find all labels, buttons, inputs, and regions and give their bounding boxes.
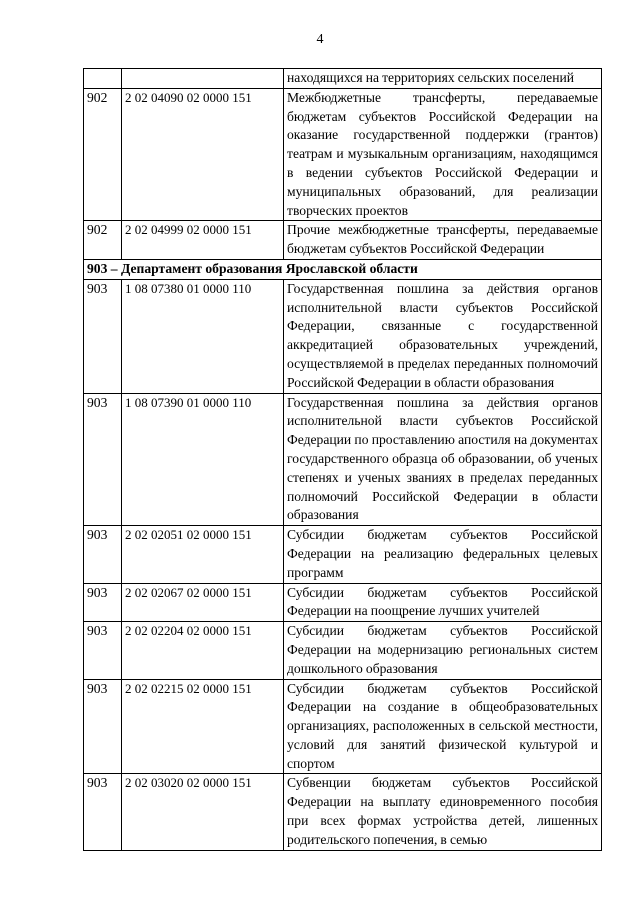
table-row [84,622,602,679]
budget-code-cell: 1 08 07390 01 0000 110 [122,393,284,526]
budget-code-cell: 2 02 02204 02 0000 151 [122,622,284,679]
page-number: 4 [316,32,324,47]
revenue-codes-table [83,68,602,851]
budget-code-cell: 2 02 02051 02 0000 151 [122,526,284,583]
department-header: 903 – Департамент образования Ярославской области [84,259,602,279]
admin-code-cell: 903 [84,774,122,850]
budget-code-cell [122,69,284,89]
description-cell: Межбюджетные трансферты, передаваемые бюджетам субъектов Российской Федерации на оказание государственной поддержки (грантов) театрам и музыкальным организациям, находящимся в ведении субъектов Российской Федерации и муниципальных образований, для реализации творческих проектов [284,88,602,221]
description-cell: находящихся на территориях сельских поселений [284,69,602,89]
table-row [84,69,602,89]
budget-code-cell: 1 08 07380 01 0000 110 [122,279,284,393]
table-row [84,221,602,260]
budget-code-cell: 2 02 04090 02 0000 151 [122,88,284,221]
description-cell: Прочие межбюджетные трансферты, передаваемые бюджетам субъектов Российской Федерации [284,221,602,260]
table-row [84,393,602,526]
table-row [84,526,602,583]
budget-code-cell: 2 02 04999 02 0000 151 [122,221,284,260]
budget-code-cell: 2 02 02067 02 0000 151 [122,583,284,622]
description-cell: Государственная пошлина за действия органов исполнительной власти субъектов Российской Федерации, связанные с государственной аккредитацией образовательных учреждений, осуществляемой в пределах переданных полномочий Российской Федерации в области образования [284,279,602,393]
table-row [84,88,602,221]
description-cell: Субсидии бюджетам субъектов Российской Федерации на реализацию федеральных целевых программ [284,526,602,583]
table-row [84,774,602,850]
description-cell: Субвенции бюджетам субъектов Российской Федерации на выплату единовременного пособия при всех формах устройства детей, лишенных родительского попечения, в семью [284,774,602,850]
admin-code-cell: 902 [84,221,122,260]
admin-code-cell: 903 [84,583,122,622]
description-cell: Субсидии бюджетам субъектов Российской Федерации на модернизацию региональных систем дошкольного образования [284,622,602,679]
table-row [84,679,602,774]
department-header-row [84,259,602,279]
admin-code-cell: 903 [84,622,122,679]
description-cell: Субсидии бюджетам субъектов Российской Федерации на создание в общеобразовательных организациях, расположенных в сельской местности, условий для занятий физической культурой и спортом [284,679,602,774]
admin-code-cell: 903 [84,393,122,526]
admin-code-cell [84,69,122,89]
admin-code-cell: 903 [84,679,122,774]
table-row [84,279,602,393]
admin-code-cell: 902 [84,88,122,221]
budget-code-cell: 2 02 02215 02 0000 151 [122,679,284,774]
admin-code-cell: 903 [84,526,122,583]
table-row [84,583,602,622]
description-cell: Государственная пошлина за действия органов исполнительной власти субъектов Российской Федерации по проставлению апостиля на документах государственного образца об образовании, об ученых степенях и ученых званиях в пределах переданных полномочий Российской Федерации в области образования [284,393,602,526]
description-cell: Субсидии бюджетам субъектов Российской Федерации на поощрение лучших учителей [284,583,602,622]
budget-code-cell: 2 02 03020 02 0000 151 [122,774,284,850]
admin-code-cell: 903 [84,279,122,393]
